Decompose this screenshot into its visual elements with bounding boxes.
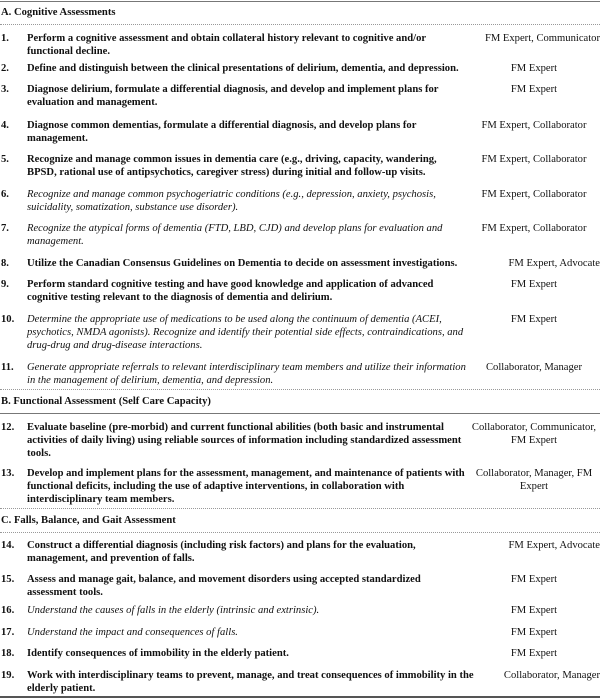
item-number: 5. xyxy=(1,154,9,165)
item-text: Understand the causes of falls in the elderly (intrinsic and extrinsic). xyxy=(27,605,320,616)
item-text: Generate appropriate referrals to relevant interdisciplinary team members and utilize their information in the management of delirium, dementia, and depression. xyxy=(27,362,466,386)
item-text: Understand the impact and consequences of falls. xyxy=(27,627,238,638)
item-roles: FM Expert, Collaborator xyxy=(481,189,587,200)
item-text: Assess and manage gait, balance, and movement disorders using accepted standardized assessment tools. xyxy=(27,574,421,598)
item-roles: FM Expert xyxy=(510,605,558,616)
item-roles: Collaborator, Communicator, FM Expert xyxy=(471,422,597,446)
item-number: 1. xyxy=(1,33,9,44)
item-text: Perform a cognitive assessment and obtain collateral history relevant to cognitive and/or functional decline. xyxy=(27,33,426,57)
item-number: 2. xyxy=(1,63,9,74)
item-roles: Collaborator, Manager xyxy=(485,362,583,373)
item-roles: FM Expert xyxy=(510,63,558,74)
item-text: Develop and implement plans for the assessment, management, and maintenance of patients with functional deficits, including the use of adaptive interventions, in collaboration with interdisciplinary team members. xyxy=(27,468,465,505)
item-roles: FM Expert xyxy=(510,279,558,290)
item-number: 15. xyxy=(1,574,15,585)
item-roles: FM Expert xyxy=(510,314,558,325)
item-text: Recognize and manage common psychogeriatric conditions (e.g., depression, anxiety, psychosis, suicidality, somatization, substance use disorder). xyxy=(27,189,436,213)
item-roles: FM Expert, Collaborator xyxy=(481,120,587,131)
item-roles: FM Expert xyxy=(510,648,558,659)
item-text: Recognize the atypical forms of dementia (FTD, LBD, CJD) and develop plans for evaluation and management. xyxy=(27,223,443,247)
section-divider xyxy=(0,508,600,509)
section-divider xyxy=(0,413,600,414)
item-text: Perform standard cognitive testing and have good knowledge and application of advanced cognitive testing relevant to the diagnosis of dementia and delirium. xyxy=(27,279,434,303)
item-number: 3. xyxy=(1,84,9,95)
item-text: Identify consequences of immobility in the elderly patient. xyxy=(27,648,289,659)
section-title-c: C. Falls, Balance, and Gait Assessment xyxy=(1,515,176,526)
section-divider xyxy=(0,389,600,390)
item-text: Work with interdisciplinary teams to prevent, manage, and treat consequences of immobility in the elderly patient. xyxy=(27,670,474,694)
item-roles: FM Expert, Advocate xyxy=(508,540,600,551)
item-number: 14. xyxy=(1,540,15,551)
item-text: Utilize the Canadian Consensus Guidelines on Dementia to decide on assessment investigations. xyxy=(27,258,458,269)
item-text: Define and distinguish between the clinical presentations of delirium, dementia, and depression. xyxy=(27,63,459,74)
item-number: 10. xyxy=(1,314,15,325)
item-number: 4. xyxy=(1,120,9,131)
item-number: 11. xyxy=(1,362,14,373)
item-text: Construct a differential diagnosis (including risk factors) and plans for the evaluation, management, and prevention of falls. xyxy=(27,540,416,564)
item-text: Determine the appropriate use of medications to be used along the continuum of dementia (ACEI, psychotics, NMDA agonists). Recognize and identify their potential side effects, contraindications, and drug-drug and drug-disease interactions. xyxy=(27,314,464,351)
item-number: 6. xyxy=(1,189,9,200)
section-divider xyxy=(0,24,600,25)
item-roles: Collaborator, Manager xyxy=(503,670,600,681)
section-title-b: B. Functional Assessment (Self Care Capacity) xyxy=(1,396,211,407)
table-bottom-rule xyxy=(0,696,600,698)
item-number: 13. xyxy=(1,468,15,479)
item-number: 7. xyxy=(1,223,9,234)
item-text: Evaluate baseline (pre-morbid) and current functional abilities (both basic and instrumental activities of daily living) using reliable sources of information including standardized assessment tools. xyxy=(27,422,462,459)
item-roles: Collaborator, Manager, FM Expert xyxy=(475,468,593,492)
item-number: 9. xyxy=(1,279,9,290)
item-text: Diagnose delirium, formulate a differential diagnosis, and develop and implement plans for evaluation and management. xyxy=(27,84,439,108)
item-number: 16. xyxy=(1,605,15,616)
item-number: 17. xyxy=(1,627,15,638)
item-roles: FM Expert xyxy=(510,574,558,585)
item-roles: FM Expert, Communicator xyxy=(484,33,600,44)
item-roles: FM Expert, Collaborator xyxy=(481,223,587,234)
item-roles: FM Expert, Collaborator xyxy=(481,154,587,165)
item-number: 8. xyxy=(1,258,9,269)
item-text: Recognize and manage common issues in dementia care (e.g., driving, capacity, wandering, BPSD, rational use of antipsychotics, caregiver stress) during initial and follow-up visits. xyxy=(27,154,437,178)
item-number: 19. xyxy=(1,670,15,681)
item-roles: FM Expert xyxy=(510,627,558,638)
section-divider xyxy=(0,532,600,533)
table-top-rule xyxy=(0,1,600,2)
item-roles: FM Expert, Advocate xyxy=(508,258,600,269)
item-number: 12. xyxy=(1,422,15,433)
item-number: 18. xyxy=(1,648,15,659)
item-roles: FM Expert xyxy=(510,84,558,95)
item-text: Diagnose common dementias, formulate a differential diagnosis, and develop plans for management. xyxy=(27,120,417,144)
section-title-a: A. Cognitive Assessments xyxy=(1,7,116,18)
